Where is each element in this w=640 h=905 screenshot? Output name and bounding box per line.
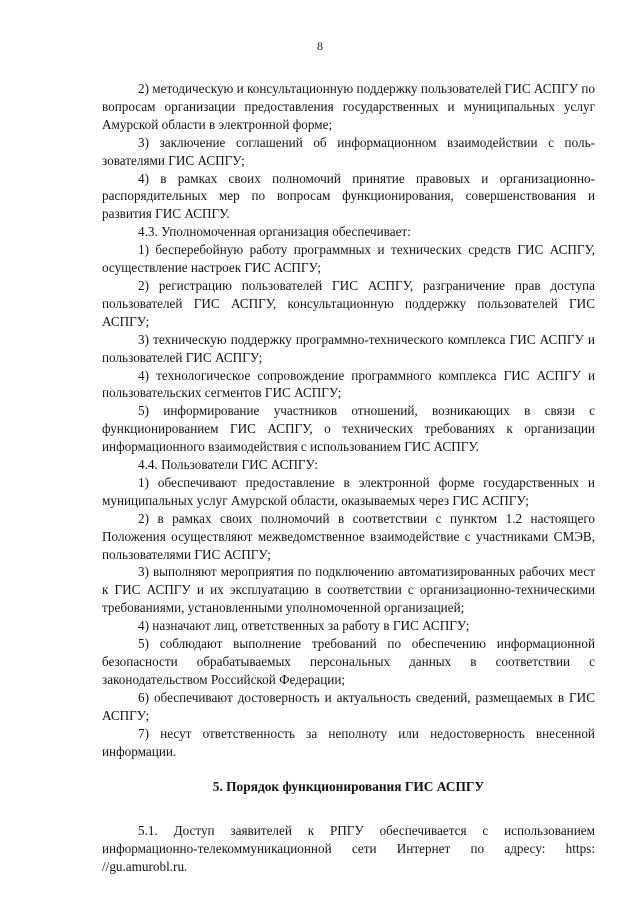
paragraph: 4) технологическое сопровождение программного комплекса ГИС АСПГУ и пользовательских сегментов ГИС АСПГУ; [102,367,595,401]
paragraph: 3) выполняют мероприятия по подключению автоматизированных рабочих мест к ГИС АСПГУ и их эксплуатацию в соответствии с организационно-техническими требованиями, установленными уполномоченной организацией; [102,564,595,616]
subsection-title: 4.4. Пользователи ГИС АСПГУ: [138,457,319,473]
paragraph: 2) в рамках своих полномочий в соответствии с пунктом 1.2 настоящего Положения осуществляют межведомственное взаимодействие с участниками СМЭВ, пользователями ГИС АСПГУ; [102,510,595,562]
paragraph: 5) соблюдают выполнение требований по обеспечению информационной безопасности обрабатываемых персональных данных в соответствии с законодательством Российской Федерации; [102,636,595,687]
paragraph: 4) назначают лиц, ответственных за работу в ГИС АСПГУ; [138,618,470,634]
paragraph: 5.1. Доступ заявителей к РПГУ обеспечивается с использованием информационно-телекоммуникационной сети Интернет по адресу: https: //gu.amurobl.ru. [102,823,595,875]
paragraph: 2) регистрацию пользователей ГИС АСПГУ, разграничение прав доступа пользователей ГИС АСПГУ, консультационную поддержку пользователей ГИС АСПГУ; [102,277,595,329]
paragraph: 3) заключение соглашений об информационном взаимодействии с пользователями ГИС АСПГУ; [102,134,595,168]
page-number: 8 [317,39,323,53]
paragraph: 7) несут ответственность за неполноту или недостоверность внесенной информации. [102,725,595,759]
paragraph: 4) в рамках своих полномочий принятие правовых и организационно-распорядительных мер по вопросам функционирования, совершенствования и развития ГИС АСПГУ. [102,170,595,222]
subsection-title: 4.3. Уполномоченная организация обеспечивает: [138,224,411,240]
paragraph: 5) информирование участников отношений, возникающих в связи с функционированием ГИС АСПГУ, о технических требованиях к организации информационного взаимодействия с использованием ГИС АСПГУ. [102,403,595,455]
paragraph: 2) методическую и консультационную поддержку пользователей ГИС АСПГУ по вопросам организации предоставления государственных и муниципальных услуг Амурской области в электронной форме; [102,81,596,132]
document-body [102,80,595,876]
paragraph: 1) обеспечивают предоставление в электронной форме государственных и муниципальных услуг Амурской области, оказываемых через ГИС АСПГУ; [102,474,595,508]
section-heading: 5. Порядок функционирования ГИС АСПГУ [212,779,485,795]
paragraph: 1) бесперебойную работу программных и технических средств ГИС АСПГУ, осуществление настроек ГИС АСПГУ; [102,242,595,276]
paragraph: 6) обеспечивают достоверность и актуальность сведений, размещаемых в ГИС АСПГУ; [102,689,595,723]
paragraph: 3) техническую поддержку программно-технического комплекса ГИС АСПГУ и пользователей ГИС АСПГУ; [102,331,595,365]
